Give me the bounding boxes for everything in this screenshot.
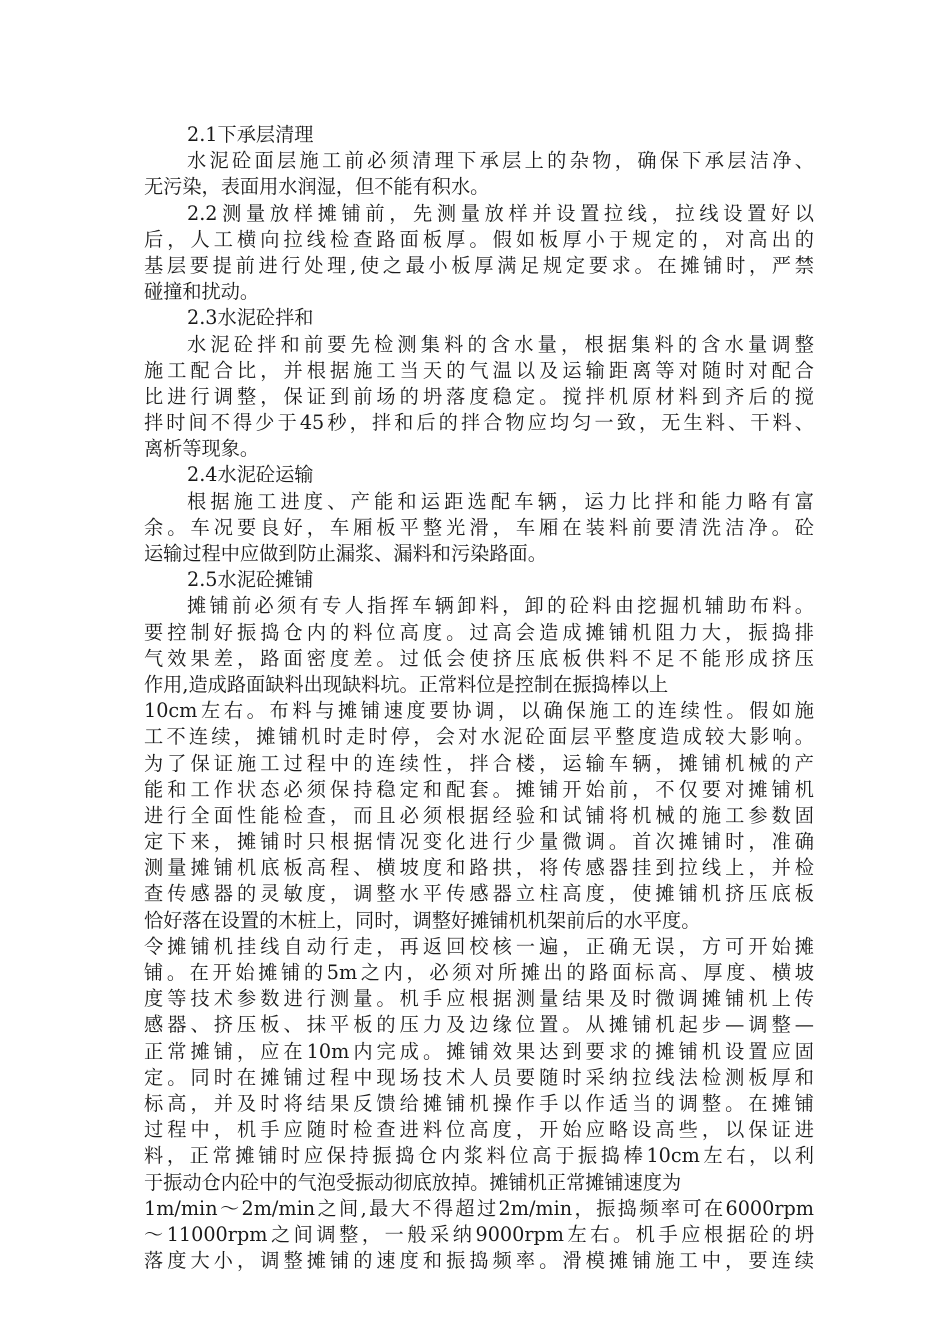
text-line: 运输过程中应做到防止漏浆、漏料和污染路面。 [144,542,547,565]
text-line: 进行全面性能检查，而且必须根据经验和试铺将机械的施工参数固 [144,803,814,827]
text-line: 铺。在开始摊铺的5m之内，必须对所摊出的路面标高、厚度、横坡 [144,961,814,984]
text-line: 气效果差，路面密度差。过低会使挤压底板供料不足不能形成挤压 [144,646,814,670]
text-line: 度等技术参数进行测量。机手应根据测量结果及时微调摊铺机上传 [144,987,814,1011]
text-line: 碰撞和扰动。 [144,280,260,304]
text-line: 基层要提前进行处理,使之最小板厚满足规定要求。在摊铺时，严禁 [144,253,814,277]
text-line: 水泥砼拌和前要先检测集料的含水量，根据集料的含水量调整 [187,332,814,356]
text-line: 根据施工进度、产能和运距选配车辆，运力比拌和能力略有富 [187,489,814,513]
text-line: 要控制好振捣仓内的料位高度。过高会造成摊铺机阻力大，振捣排 [144,620,814,644]
text-line: 定下来，摊铺时只根据情况变化进行少量微调。首次摊铺时，准确 [144,830,814,854]
text-line: 后，人工横向拉线检查路面板厚。假如板厚小于规定的，对高出的 [144,227,814,251]
text-line: 测量摊铺机底板高程、横坡度和路拱，将传感器挂到拉线上，并检 [144,856,814,880]
text-line: 余。车况要良好，车厢板平整光滑，车厢在装料前要清洗洁净。砼 [144,515,814,539]
text-line: 查传感器的灵敏度，调整水平传感器立柱高度，使摊铺机挤压底板 [144,882,814,906]
text-line: 2.2测量放样摊铺前，先测量放样并设置拉线，拉线设置好以 [187,201,814,225]
text-line: 水泥砼面层施工前必须清理下承层上的杂物，确保下承层洁净、 [187,149,814,173]
text-line: 标高，并及时将结果反馈给摊铺机操作手以作适当的调整。在摊铺 [144,1091,814,1115]
text-line: 于振动仓内砼中的气泡受振动彻底放掉。摊铺机正常摊铺速度为 [144,1170,682,1194]
text-line: ～11000rpm之间调整，一般采纳9000rpm左右。机手应根据砼的坍 [144,1222,814,1246]
text-line: 2.5水泥砼摊铺 [187,568,314,592]
text-line: 正常摊铺，应在10m内完成。摊铺效果达到要求的摊铺机设置应固 [144,1039,814,1063]
text-line: 比进行调整，保证到前场的坍落度稳定。搅拌机原材料到齐后的搅 [144,384,814,408]
text-line: 作用,造成路面缺料出现缺料坑。正常料位是控制在振捣棒以上 [144,672,669,696]
text-line: 能和工作状态必须保持稳定和配套。摊铺开始前，不仅要对摊铺机 [144,777,814,801]
text-line: 无污染，表面用水润湿，但不能有积水。 [144,175,490,199]
text-line: 定。同时在摊铺过程中现场技术人员要随时采纳拉线法检测板厚和 [144,1065,814,1089]
text-line: 2.3水泥砼拌和 [187,306,314,330]
text-line: 拌时间不得少于45秒，拌和后的拌合物应均匀一致，无生料、干料、 [144,411,814,435]
text-line: 2.1下承层清理 [187,123,314,146]
text-line: 感器、挤压板、抹平板的压力及边缘位置。从摊铺机起步—调整— [144,1013,814,1037]
text-line: 施工配合比，并根据施工当天的气温以及运输距离等对随时对配合 [144,358,814,382]
text-line: 恰好落在设置的木桩上，同时，调整好摊铺机机架前后的水平度。 [144,908,701,932]
text-line: 工不连续，摊铺机时走时停，会对水泥砼面层平整度造成较大影响。 [144,725,814,749]
text-line: 过程中，机手应随时检查进料位高度，开始应略设高些，以保证进 [144,1118,814,1142]
text-line: 落度大小，调整摊铺的速度和振捣频率。滑模摊铺施工中，要连续 [144,1249,814,1273]
text-line: 为了保证施工过程中的连续性，拌合楼，运输车辆，摊铺机械的产 [144,751,814,775]
text-line: 1m/min～2m/min之间,最大不得超过2m/min，振捣频率可在6000rpm [144,1196,814,1220]
text-line: 离析等现象。 [144,437,260,461]
text-line: 令摊铺机挂线自动行走，再返回校核一遍，正确无误，方可开始摊 [144,934,814,958]
text-line: 料，正常摊铺时应保持振捣仓内浆料位高于振捣棒10cm左右，以利 [144,1144,814,1168]
text-line: 2.4水泥砼运输 [187,463,314,487]
text-line: 摊铺前必须有专人指挥车辆卸料，卸的砼料由挖掘机辅助布料。 [187,594,814,618]
text-line: 10cm左右。布料与摊铺速度要协调，以确保施工的连续性。假如施 [144,699,814,723]
document-body [144,122,814,1274]
